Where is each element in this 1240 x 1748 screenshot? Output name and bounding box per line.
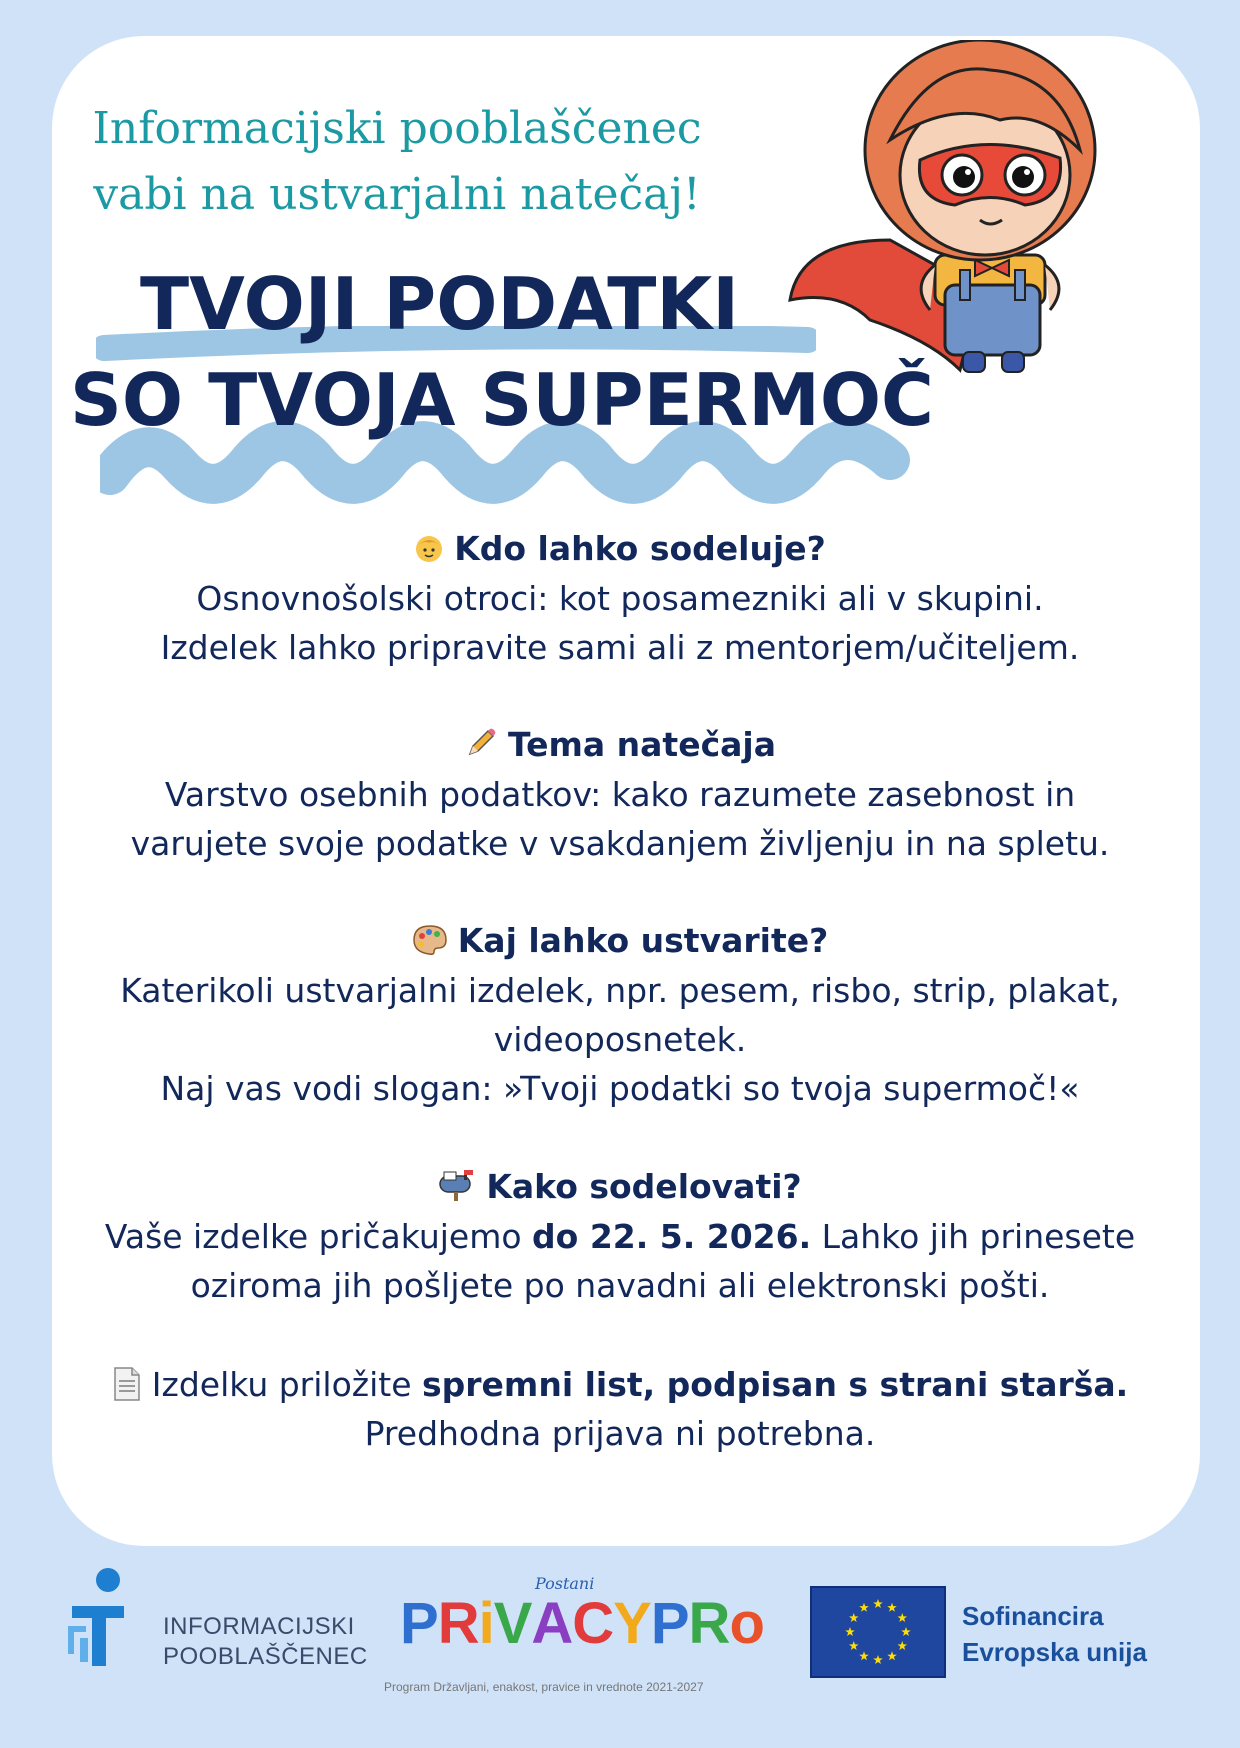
- ip-logo-text: [163, 1612, 368, 1672]
- section-create: [60, 916, 1180, 1113]
- privacypro-logo: [400, 1590, 764, 1657]
- section-create-title: Kaj lahko ustvarite?: [457, 921, 829, 960]
- section-who: [60, 524, 1180, 672]
- privacypro-letter: P: [650, 1591, 689, 1656]
- section-who-title: Kdo lahko sodeluje?: [454, 529, 826, 568]
- intro-line-1: Informacijski pooblaščenec: [92, 103, 702, 154]
- section-how: [60, 1162, 1180, 1310]
- ip-logo-icon: [66, 1566, 130, 1676]
- child-face-icon: [414, 534, 444, 564]
- document-icon: [112, 1366, 142, 1402]
- required-document: spremni list, podpisan s strani starša.: [422, 1365, 1129, 1404]
- section-theme: [60, 720, 1180, 868]
- section-attach-line-1-a: Izdelku priložite: [151, 1365, 423, 1404]
- section-how-title: Kako sodelovati?: [486, 1167, 802, 1206]
- eu-cofunding-text: [962, 1598, 1147, 1670]
- section-theme-line-1: Varstvo osebnih podatkov: kako razumete zasebnost in: [164, 775, 1076, 814]
- privacypro-letter: R: [688, 1591, 730, 1656]
- section-how-line-2: oziroma jih pošljete po navadni ali elektronski pošti.: [190, 1266, 1050, 1305]
- mailbox-icon: [438, 1168, 476, 1202]
- section-who-title-row: [60, 524, 1180, 574]
- privacypro-letter: R: [437, 1591, 479, 1656]
- section-attach: [60, 1360, 1180, 1458]
- privacypro-letter: Y: [613, 1591, 651, 1656]
- section-how-title-row: [60, 1162, 1180, 1212]
- section-create-title-row: [60, 916, 1180, 966]
- program-note: Program Državljani, enakost, pravice in vrednote 2021-2027: [384, 1680, 704, 1694]
- section-how-line-1: [60, 1212, 1180, 1261]
- ip-logo-line-1: INFORMACIJSKI: [163, 1613, 355, 1640]
- intro-heading: [72, 96, 722, 228]
- section-create-line-2: videoposnetek.: [493, 1020, 747, 1059]
- privacypro-letter: i: [478, 1591, 494, 1656]
- section-create-line-1: Katerikoli ustvarjalni izdelek, npr. pesem, risbo, strip, plakat,: [120, 971, 1120, 1010]
- privacypro-letter: A: [531, 1591, 573, 1656]
- intro-line-2: vabi na ustvarjalni natečaj!: [93, 169, 701, 220]
- section-theme-title-row: [60, 720, 1180, 770]
- section-attach-line-2: Predhodna prijava ni potrebna.: [364, 1414, 876, 1453]
- privacypro-letter: V: [493, 1591, 532, 1656]
- headline-line-2: SO TVOJA SUPERMOČ: [70, 358, 934, 442]
- section-attach-line-1: [60, 1360, 1180, 1409]
- section-how-line-1-c: Lahko jih prinesete: [811, 1217, 1136, 1256]
- section-how-line-1-a: Vaše izdelke pričakujemo: [104, 1217, 533, 1256]
- privacypro-letter: o: [729, 1591, 764, 1656]
- privacypro-letter: C: [572, 1591, 614, 1656]
- pencil-icon: [464, 726, 498, 760]
- ip-logo-line-2: POOBLAŠČENEC: [163, 1643, 368, 1670]
- privacypro-letter: P: [400, 1591, 438, 1656]
- headline-line-1: TVOJI PODATKI: [140, 262, 739, 346]
- section-theme-title: Tema natečaja: [508, 725, 776, 764]
- section-who-line-1: Osnovnošolski otroci: kot posamezniki ali v skupini.: [196, 579, 1044, 618]
- deadline-date: do 22. 5. 2026.: [532, 1217, 812, 1256]
- section-create-line-3: Naj vas vodi slogan: »Tvoji podatki so tvoja supermoč!«: [160, 1069, 1080, 1108]
- privacypro-tagline: Postani: [535, 1574, 595, 1593]
- section-theme-line-2: varujete svoje podatke v vsakdanjem življenju in na spletu.: [130, 824, 1110, 863]
- superhero-girl-illustration: [780, 40, 1180, 380]
- eu-line-2: Evropska unija: [962, 1637, 1147, 1667]
- palette-icon: [412, 924, 448, 956]
- eu-flag-icon: [810, 1586, 946, 1678]
- section-who-line-2: Izdelek lahko pripravite sami ali z mentorjem/učiteljem.: [160, 628, 1080, 667]
- eu-line-1: Sofinancira: [962, 1601, 1104, 1631]
